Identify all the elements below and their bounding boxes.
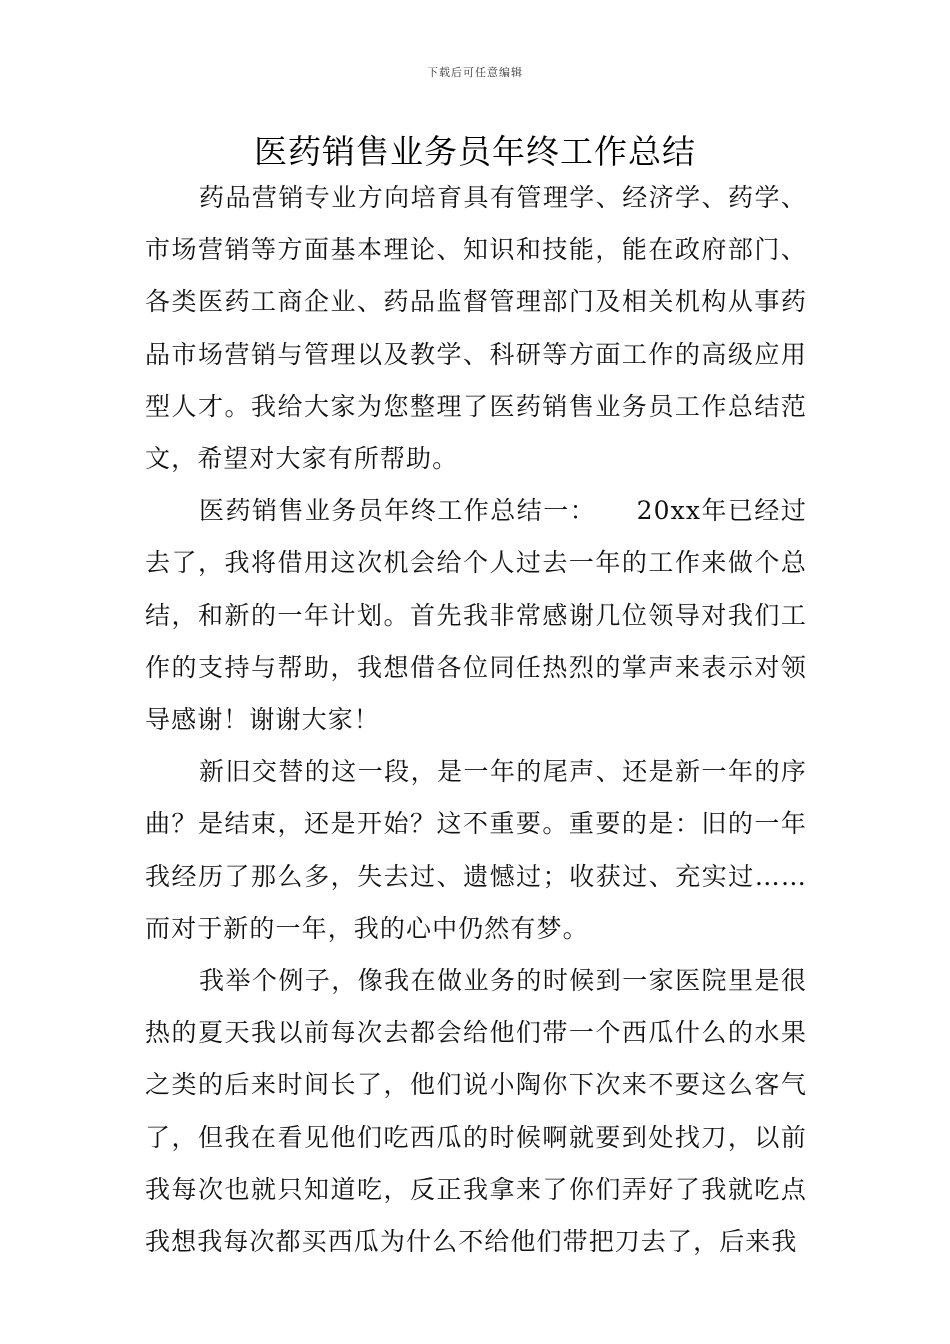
summary-one-paragraph: 医药销售业务员年终工作总结一： 20xx年已经过去了，我将借用这次机会给个人过去一年的工作来做个总结，和新的一年计划。首先我非常感谢几位领导对我们工作的支持与帮助，我想借各位同任热烈的掌声来表示对领导感谢！谢谢大家！: [145, 496, 807, 735]
transition-paragraph: 新旧交替的这一段，是一年的尾声、还是新一年的序曲？是结束，还是开始？这不重要。重要的是：旧的一年我经历了那么多，失去过、遗憾过；收获过、充实过……而对于新的一年，我的心中仍然有梦。: [145, 757, 807, 943]
intro-paragraph: 药品营销专业方向培育具有管理学、经济学、药学、市场营销等方面基本理论、知识和技能，能在政府部门、各类医药工商企业、药品监督管理部门及相关机构从事药品市场营销与管理以及教学、科研等方面工作的高级应用型人才。我给大家为您整理了医药销售业务员工作总结范文，希望对大家有所帮助。: [145, 183, 807, 474]
example-paragraph: 我举个例子，像我在做业务的时候到一家医院里是很热的夏天我以前每次去都会给他们带一个西瓜什么的水果之类的后来时间长了，他们说小陶你下次来不要这么客气了，但我在看见他们吃西瓜的时候啊就要到处找刀，以前我每次也就只知道吃，反正我拿来了你们弄好了我就吃点我想我每次都买西瓜为什么不给他们带把刀去了，后来我: [145, 966, 807, 1257]
document-title: 医药销售业务员年终工作总结: [254, 132, 696, 171]
page-header-note: 下载后可任意编辑: [427, 66, 523, 79]
document-body: [145, 172, 807, 1268]
